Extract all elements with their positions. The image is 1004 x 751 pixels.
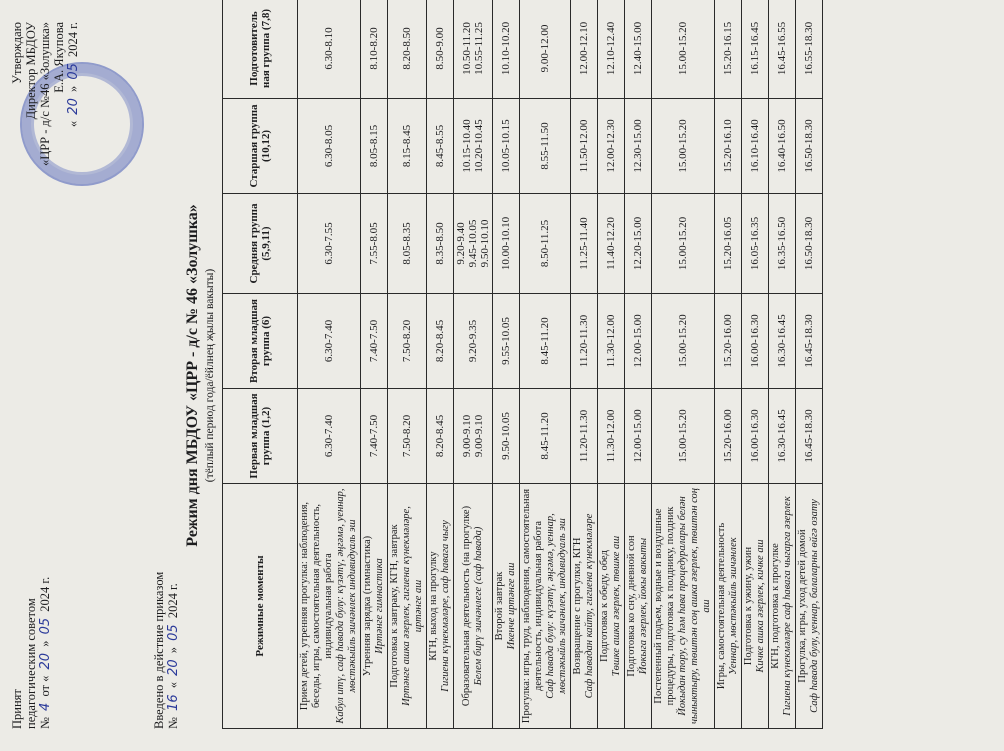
time-cell <box>571 294 598 389</box>
time-cell <box>493 389 520 484</box>
time-cell <box>652 99 715 194</box>
time-cell <box>388 0 427 99</box>
approve-label: Утверждаю <box>10 22 24 84</box>
decree-day: 20 <box>166 659 181 676</box>
time-cell <box>796 0 823 99</box>
time-cell <box>742 294 769 389</box>
time-range: 10.15-10.40 <box>461 119 473 173</box>
protocol-day: 20 <box>38 652 53 670</box>
time-range: 16.55-18.30 <box>803 21 815 76</box>
moment-tatar: Кичке ашка әзерлек, кичке аш <box>755 539 766 673</box>
organization-name: «ЦРР - д/с №46 «Золушка» <box>38 22 52 167</box>
header-cell: Средняя группа (5,9,11) <box>223 194 298 294</box>
regime-moment-cell <box>598 484 625 729</box>
header-cell: Вторая младшая группа (6) <box>223 294 298 389</box>
time-cell <box>598 99 625 194</box>
time-cell <box>454 294 493 389</box>
approval-month: 05 <box>66 63 81 80</box>
regime-moment-cell <box>652 484 715 729</box>
moment-tatar: Төшке ашка әзерлек, төшке аш <box>611 535 622 677</box>
time-range: 15.20-16.05 <box>722 216 734 271</box>
time-cell <box>625 389 652 484</box>
table-row <box>625 0 652 729</box>
time-cell <box>427 294 454 389</box>
time-range: 10.50-11.20 <box>461 22 473 75</box>
time-cell <box>652 389 715 484</box>
time-cell <box>454 99 493 194</box>
time-range: 12.30-15.00 <box>632 119 644 173</box>
time-cell <box>520 389 571 484</box>
time-range: 12.00-12.30 <box>605 119 617 173</box>
moment-russian: КГН, подготовка к прогулке <box>770 543 781 669</box>
time-range: 7.50-8.20 <box>401 414 413 458</box>
time-cell <box>598 0 625 99</box>
time-range: 12.00-15.00 <box>632 314 644 368</box>
protocol-month: 05 <box>38 617 53 635</box>
time-range: 11.20-11.30 <box>578 314 590 368</box>
time-range: 15.20-16.10 <box>722 119 734 173</box>
time-cell <box>625 194 652 294</box>
time-cell <box>427 194 454 294</box>
table-header-row <box>223 0 298 729</box>
daily-schedule-table <box>222 0 823 729</box>
moment-tatar: Саф һавадан кайту, гигиена күнекмәләре <box>584 513 595 699</box>
time-range: 16.45-16.55 <box>776 21 788 76</box>
moment-tatar: Саф һавада булу: күзәтү, әңгәмә, уеннар, мөстәкыйль эшчәнлек, индивидуаль эш <box>545 513 568 699</box>
time-range: 16.10-16.40 <box>749 119 761 173</box>
time-range: 8.05-8.15 <box>368 124 380 168</box>
pedagogical-council-approval <box>10 577 53 729</box>
time-cell <box>769 389 796 484</box>
time-cell <box>388 194 427 294</box>
moment-russian: Прогулка, игры, уход детей домой <box>797 529 808 683</box>
moment-russian: Подготовка к ужину, ужин <box>743 546 754 666</box>
time-range: 15.00-15.20 <box>677 21 689 76</box>
regime-moment-cell <box>520 484 571 729</box>
time-cell <box>715 99 742 194</box>
time-cell <box>796 294 823 389</box>
moment-russian: Второй завтрак <box>494 571 505 641</box>
time-range: 8.50-11.25 <box>539 219 551 268</box>
director-approval <box>10 22 81 166</box>
time-cell <box>493 99 520 194</box>
time-cell <box>625 0 652 99</box>
time-cell <box>520 194 571 294</box>
header-cell: Режимные моменты <box>223 484 298 729</box>
time-cell <box>769 99 796 194</box>
time-range: 11.25-11.40 <box>578 217 590 270</box>
time-cell <box>454 194 493 294</box>
header-cell: Первая младшая группа (1,2) <box>223 389 298 484</box>
moment-tatar: Икенче иртәнге аш <box>506 562 517 650</box>
time-cell <box>742 389 769 484</box>
time-range: 9.55-10.05 <box>500 317 512 365</box>
approval-date: « 20 » 05 2024 г. <box>66 22 81 128</box>
time-cell <box>715 194 742 294</box>
time-range: 8.15-8.45 <box>401 124 413 168</box>
time-range: 9.20-9.35 <box>467 319 479 363</box>
time-cell <box>571 0 598 99</box>
moment-russian: Подготовка к завтраку, КГН, завтрак <box>389 524 400 688</box>
table-row <box>598 0 625 729</box>
time-range: 16.05-16.35 <box>749 216 761 271</box>
regime-moment-cell <box>742 484 769 729</box>
time-range: 8.50-9.00 <box>434 27 446 70</box>
time-range: 11.50-12.00 <box>578 119 590 173</box>
regime-moment-cell <box>625 484 652 729</box>
time-range: 12.10-12.40 <box>605 21 617 76</box>
time-cell <box>571 389 598 484</box>
time-range: 10.55-11.25 <box>473 22 485 75</box>
regime-moment-cell <box>769 484 796 729</box>
time-cell <box>598 294 625 389</box>
time-cell <box>298 389 361 484</box>
moment-tatar: Иртәнге ашка әзерлек, гигиена күнекмәләре, иртәнге аш <box>401 506 424 706</box>
time-range: 16.15-16.45 <box>749 21 761 76</box>
time-cell <box>796 99 823 194</box>
time-range: 12.40-15.00 <box>632 21 644 76</box>
time-cell <box>361 294 388 389</box>
time-range: 10.10-10.20 <box>500 21 512 76</box>
moment-russian: Прием детей, утренняя прогулка: наблюдения, беседы, игры, самостоятельная деятельность, индивидуальная работа <box>299 501 334 711</box>
time-range: 9.20-9.40 <box>455 222 467 265</box>
time-cell <box>388 294 427 389</box>
moment-tatar: Гигиена күнекмәләре, саф һавага чыгу <box>440 520 451 692</box>
time-range: 6.30-8.10 <box>323 27 335 70</box>
time-range: 11.20-11.30 <box>578 409 590 463</box>
time-range: 8.35-8.50 <box>434 222 446 265</box>
time-range: 15.20-16.00 <box>722 314 734 368</box>
time-range: 11.40-12.20 <box>605 217 617 270</box>
regime-moment-cell <box>796 484 823 729</box>
time-range: 16.50-18.30 <box>803 119 815 173</box>
time-cell <box>520 99 571 194</box>
moment-russian: Постепенный подъем, водные и воздушные процедуры, подготовка к полднику, полдник <box>653 506 676 706</box>
table-row <box>769 0 796 729</box>
time-range: 8.45-8.55 <box>434 124 446 168</box>
time-range: 11.30-12.00 <box>605 314 617 368</box>
table-row <box>427 0 454 729</box>
time-range: 8.20-8.45 <box>434 414 446 458</box>
time-range: 7.40-7.50 <box>368 414 380 458</box>
table-row <box>454 0 493 729</box>
time-range: 6.30-7.40 <box>323 319 335 363</box>
table-row <box>715 0 742 729</box>
time-range: 15.20-16.00 <box>722 409 734 463</box>
regime-moment-cell <box>454 484 493 729</box>
time-cell <box>796 194 823 294</box>
time-cell <box>625 99 652 194</box>
moment-russian: КГН, выход на прогулку <box>428 551 439 661</box>
time-range: 12.20-15.00 <box>632 216 644 271</box>
moment-russian: Возвращение с прогулки, КГН <box>572 537 583 675</box>
time-range: 16.00-16.30 <box>749 314 761 368</box>
document-title: Режим дня МБДОУ «ЦРР - д/с № 46 «Золушка» <box>184 204 201 547</box>
time-range: 16.50-18.30 <box>803 216 815 271</box>
time-range: 16.30-16.45 <box>776 409 788 463</box>
time-range: 10.00-10.10 <box>500 216 512 271</box>
time-cell <box>571 194 598 294</box>
time-cell <box>652 194 715 294</box>
time-cell <box>361 99 388 194</box>
regime-moment-cell <box>715 484 742 729</box>
table-row <box>361 0 388 729</box>
time-range: 6.30-7.40 <box>323 414 335 458</box>
time-cell <box>742 0 769 99</box>
time-range: 10.20-10.45 <box>473 119 485 173</box>
table-row <box>571 0 598 729</box>
time-range: 11.30-12.00 <box>605 409 617 463</box>
time-cell <box>298 294 361 389</box>
time-range: 10.05-10.15 <box>500 119 512 173</box>
time-cell <box>598 389 625 484</box>
time-cell <box>454 0 493 99</box>
time-cell <box>298 194 361 294</box>
table-row <box>298 0 361 729</box>
time-cell <box>361 389 388 484</box>
time-cell <box>493 0 520 99</box>
time-range: 16.45-18.30 <box>803 314 815 368</box>
time-range: 8.05-8.35 <box>401 222 413 265</box>
time-cell <box>715 0 742 99</box>
time-cell <box>652 294 715 389</box>
time-range: 8.10-8.20 <box>368 27 380 70</box>
schedule-body <box>298 0 823 729</box>
time-range: 8.45-11.20 <box>539 317 551 365</box>
protocol-number: 4 <box>38 702 53 711</box>
time-range: 15.00-15.20 <box>677 314 689 368</box>
moment-russian: Образовательная деятельность (на прогулке) <box>461 505 472 707</box>
time-range: 8.55-11.50 <box>539 122 551 170</box>
document-subtitle: (тёплый период года/ёйлнең җылы вакыты) <box>204 268 216 483</box>
time-cell <box>388 389 427 484</box>
time-cell <box>427 0 454 99</box>
moment-tatar: Гигиена күнекмәләре саф һавага чыгарга әзерлек <box>782 496 793 716</box>
time-cell <box>598 194 625 294</box>
time-cell <box>361 194 388 294</box>
time-cell <box>769 294 796 389</box>
regime-moment-cell <box>388 484 427 729</box>
time-cell <box>715 389 742 484</box>
moment-russian: Подготовка к обеду, обед <box>599 550 610 662</box>
moment-tatar: Йокыга әзерлек, йокы вакыты <box>638 537 649 675</box>
moment-tatar: Белем бирү эшчәнлеге (саф һавада) <box>473 526 484 686</box>
protocol-line: № 4 от « 20 » 05 2024 г. <box>38 576 53 729</box>
time-range: 9.50-10.10 <box>479 219 491 268</box>
time-range: 15.00-15.20 <box>677 119 689 173</box>
moment-tatar: Уеннар, мөстәкыйль эшчәнлек <box>728 537 739 675</box>
director-name: Е.А. Якупова <box>52 22 66 93</box>
time-cell <box>769 194 796 294</box>
time-range: 12.00-12.10 <box>578 21 590 76</box>
time-cell <box>520 294 571 389</box>
time-range: 7.55-8.05 <box>368 222 380 265</box>
time-cell <box>571 99 598 194</box>
accepted-label: Принят <box>10 689 24 729</box>
time-cell <box>427 99 454 194</box>
time-range: 9.45-10.05 <box>467 219 479 268</box>
time-range: 7.50-8.20 <box>401 319 413 363</box>
time-cell <box>361 0 388 99</box>
time-cell <box>796 389 823 484</box>
director-title: Директор МБДОУ <box>24 22 38 120</box>
moment-russian: Игры, самостоятельная деятельность <box>716 522 727 690</box>
time-range: 16.30-16.45 <box>776 314 788 368</box>
time-cell <box>652 0 715 99</box>
time-cell <box>520 0 571 99</box>
moment-russian: Прогулка: игры, труд, наблюдения, самостоятельная деятельность, индивидуальная работа <box>521 488 544 724</box>
time-range: 9.00-12.00 <box>539 24 551 73</box>
time-cell <box>454 389 493 484</box>
time-cell <box>769 0 796 99</box>
time-cell <box>388 99 427 194</box>
time-range: 15.00-15.20 <box>677 216 689 271</box>
table-row <box>796 0 823 729</box>
time-range: 8.20-8.45 <box>434 319 446 363</box>
moment-tatar: Саф һавада булу, уеннар, балаларны өйгә озату <box>809 499 820 713</box>
time-cell <box>493 194 520 294</box>
time-range: 8.45-11.20 <box>539 412 551 460</box>
time-range: 6.30-8.05 <box>323 124 335 168</box>
time-range: 16.00-16.30 <box>749 409 761 463</box>
decree-number: 16 <box>166 694 181 711</box>
table-row <box>520 0 571 729</box>
time-range: 15.20-16.15 <box>722 21 734 76</box>
regime-moment-cell <box>571 484 598 729</box>
table-row <box>388 0 427 729</box>
decree-label: Введено в действие приказом <box>152 571 166 729</box>
table-row <box>493 0 520 729</box>
header-cell: Подготовитель ная группа (7,8) <box>223 0 298 99</box>
regime-moment-cell <box>298 484 361 729</box>
time-cell <box>742 99 769 194</box>
table-row <box>742 0 769 729</box>
regime-moment-cell <box>361 484 388 729</box>
time-range: 7.40-7.50 <box>368 319 380 363</box>
time-cell <box>493 294 520 389</box>
time-range: 16.35-16.50 <box>776 216 788 271</box>
time-cell <box>715 294 742 389</box>
approval-day: 20 <box>66 98 81 115</box>
time-range: 12.00-15.00 <box>632 409 644 463</box>
time-cell <box>298 0 361 99</box>
time-cell <box>742 194 769 294</box>
time-range: 16.45-18.30 <box>803 409 815 463</box>
moment-tatar: Иртәнге гимнастика <box>374 558 385 654</box>
header-cell: Старшая группа (10,12) <box>223 99 298 194</box>
regime-moment-cell <box>493 484 520 729</box>
decree-line: Введено в действие приказом № 16 « 20 » 05 2024 г. <box>152 571 181 729</box>
table-row <box>652 0 715 729</box>
time-range: 16.40-16.50 <box>776 119 788 173</box>
time-cell <box>625 294 652 389</box>
time-range: 6.30-7.55 <box>323 222 335 265</box>
time-cell <box>427 389 454 484</box>
decree-month: 05 <box>166 624 181 641</box>
moment-tatar: Кабул итү, саф һавада булу: күзәтү, әңгәмә, уеннар, мөстәкыйль эшчәнлек индивидуаль эш <box>335 488 358 724</box>
time-range: 8.20-8.50 <box>401 27 413 70</box>
time-range: 9.00-9.10 <box>473 414 485 458</box>
time-range: 15.00-15.20 <box>677 409 689 463</box>
council-label: педагогическим советом <box>24 598 38 729</box>
time-range: 9.00-9.10 <box>461 414 473 458</box>
time-cell <box>298 99 361 194</box>
moment-russian: Утренняя зарядка (гимнастика) <box>362 535 373 677</box>
regime-moment-cell <box>427 484 454 729</box>
moment-tatar: Йокыдан тору, су һәм һава процедуралары белән чыныктыру, төштән соң ашка әзерлек, төштән соң аш <box>677 487 712 725</box>
time-range: 9.50-10.05 <box>500 412 512 460</box>
moment-russian: Подготовка ко сну, дневной сон <box>626 535 637 677</box>
